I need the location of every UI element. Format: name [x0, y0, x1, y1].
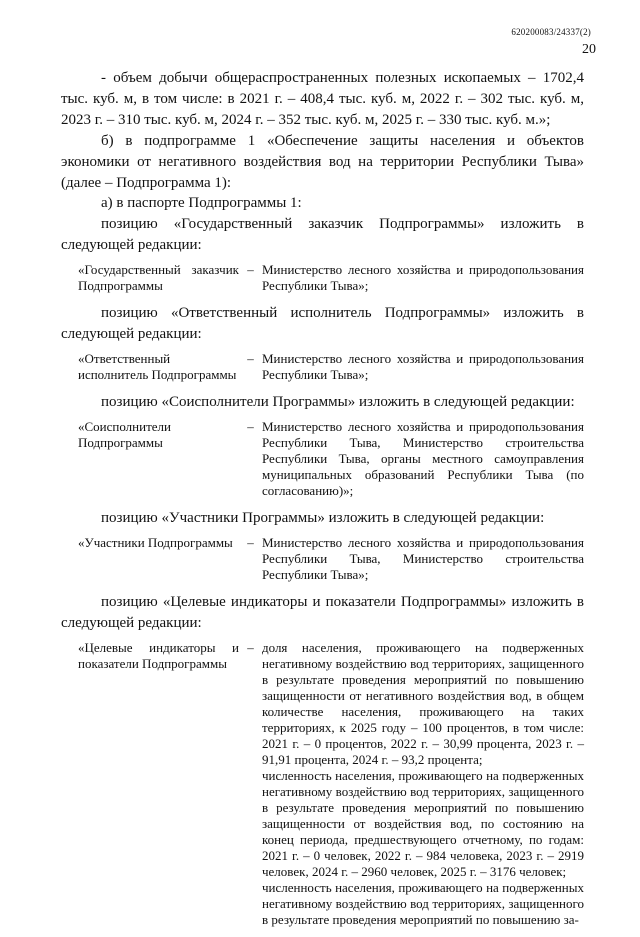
position-value: Министерство лесного хозяйства и природопользования Республики Тыва»;: [262, 262, 584, 294]
position-label: «Участники Подпрограммы: [78, 534, 233, 550]
position-dash: –: [247, 418, 254, 434]
position-label: «Соисполнители Подпрограммы: [78, 418, 171, 450]
paragraph-extraction-volume: - объем добычи общераспространенных полезных ископаемых – 1702,4 тыс. куб. м, в том числе: в 2021 г. – 408,4 тыс. куб. м, 2022 г. – 302 тыс. куб. м, 2023 г. – 310 тыс. куб. м, 2024 г. – 352 тыс. куб. м, 2025 г. – 330 тыс. куб. м.»;: [61, 70, 584, 128]
paragraph-coexecutors-intro: позицию «Соисполнители Программы» изложить в следующей редакции:: [101, 393, 575, 410]
position-label: «Целевые индикаторы и показатели Подпрограммы: [78, 639, 239, 671]
position-label: «Ответственный исполнитель Подпрограммы: [78, 350, 237, 382]
paragraph-subprogram-1: б) в подпрограмме 1 «Обеспечение защиты населения и объектов экономики от негативного воздействия вод на территории Республики Тыва» (далее – Подпрограмма 1):: [61, 132, 584, 191]
position-indicators: [61, 640, 584, 928]
paragraph-indicators-intro: позицию «Целевые индикаторы и показатели Подпрограммы» изложить в следующей редакции:: [61, 593, 584, 631]
position-value: Министерство лесного хозяйства и природопользования Республики Тыва, Министерство строительства Республики Тыва»;: [262, 534, 584, 582]
position-executor: [61, 351, 584, 383]
indicator-item: численность населения, проживающего на подверженных негативному воздействию вод территориях, защищенного в результате проведения мероприятий по повышению за-: [262, 879, 584, 927]
indicator-item: численность населения, проживающего на подверженных негативному воздействию вод территориях, защищенного в результате проведения мероприятий по повышению защищенности от воздействия вод, по состоянию на конец периода, предшествующего отчетному, по годам: 2021 г. – 0 человек, 2022 г. – 984 человека, 2023 г. – 2919 человек, 2024 г. – 2960 человек, 2025 г. – 3176 человек;: [262, 767, 584, 879]
position-dash: –: [247, 639, 254, 655]
document-id: 620200083/24337(2): [511, 27, 591, 37]
position-value: [262, 640, 584, 928]
paragraph-participants-intro: позицию «Участники Программы» изложить в следующей редакции:: [101, 509, 545, 526]
position-dash: –: [247, 262, 254, 278]
paragraph-customer-intro: позицию «Государственный заказчик Подпрограммы» изложить в следующей редакции:: [61, 216, 584, 254]
indicator-item: доля населения, проживающего на подверженных негативному воздействию вод территориях, защищенного в результате проведения мероприятий по повышению защищенности от негативного воздействия вод, в общем количестве населения, проживающего на таких территориях, к 2025 году – 100 процентов, в том числе: 2021 г. – 0 процентов, 2022 г. – 30,99 процента, 2023 г. – 91,91 процента, 2024 г. – 93,2 процента;: [262, 639, 584, 767]
position-customer: [61, 262, 584, 294]
page-body: [61, 68, 584, 937]
position-value: Министерство лесного хозяйства и природопользования Республики Тыва»;: [262, 350, 584, 382]
position-label: «Государственный заказчик Подпрограммы: [78, 262, 239, 294]
paragraph-executor-intro: позицию «Ответственный исполнитель Подпрограммы» изложить в следующей редакции:: [61, 305, 584, 343]
page-number: 20: [582, 42, 596, 57]
position-participants: [61, 535, 584, 583]
position-coexecutors: [61, 419, 584, 499]
position-value: Министерство лесного хозяйства и природопользования Республики Тыва, Министерство строительства Республики Тыва, органы местного самоуправления муниципальных образований Республики Тыва (по согласованию)»;: [262, 418, 584, 498]
position-dash: –: [247, 350, 254, 366]
position-dash: –: [247, 534, 254, 550]
paragraph-passport: а) в паспорте Подпрограммы 1:: [101, 195, 302, 212]
